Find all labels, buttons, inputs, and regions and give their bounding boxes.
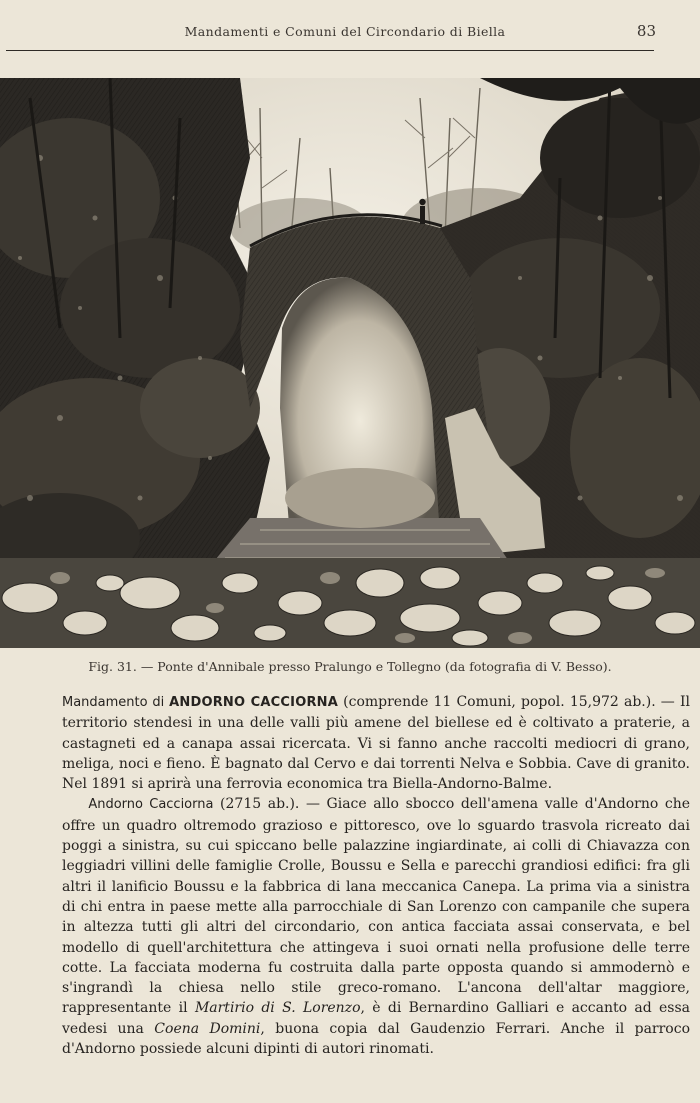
running-head [0, 0, 700, 56]
paragraph-body: , buona copia dal Gaudenzio Ferrari. Anche il parroco d'Andorno possiede alcuni dipinti di autori rinomati. [62, 1020, 691, 1058]
gravel-bank [285, 468, 435, 528]
running-title: Mandamenti e Comuni del Circondario di Biella [184, 24, 506, 39]
paragraph-lead: Mandamento di [62, 695, 170, 710]
italic-title: Martirio di S. Lorenzo [194, 1000, 361, 1017]
italic-title: Coena Domini [154, 1020, 261, 1037]
figure-caption: Fig. 31. — Ponte d'Annibale presso Pralungo e Tollegno (da fotografia di V. Besso). [88, 659, 612, 674]
left-foliage [0, 78, 270, 618]
page-number: 83 [636, 22, 656, 40]
paragraph-mandamento [62, 692, 690, 794]
engraving-figure [0, 78, 700, 648]
foreground-stones [0, 558, 700, 648]
body-text [62, 692, 690, 1059]
mandamento-name: ANDORNO CACCIORNA [169, 695, 338, 710]
header-rule [6, 50, 654, 51]
paragraph-body: (comprende 11 Comuni, popol. 15,972 ab.). — Il territorio stendesi in una delle valli più amene del biellese ed è coltivato a praterie, a castagneti ed a canapa assai ricercata. Vi si fanno anche raccolti mediocri di grano, meliga, noci e fieno. È bagnato dal Cervo e dai torrenti Nelva e Sobbia. Cave di granito. Nel 1891 si aprirà una ferrovia economica tra Biella-Andorno-Balme. [62, 694, 690, 793]
paragraph-andorno [62, 794, 690, 1059]
paragraph-body: , è di Bernardino Galliari e accanto ad essa vedesi una [62, 1000, 690, 1037]
comune-name: Andorno Cacciorna [88, 797, 214, 813]
ponte-annibale-engraving [0, 78, 700, 648]
paragraph-body: (2715 ab.). — Giace allo sbocco dell'amena valle d'Andorno che offre un quadro oltremodo grazioso e pittoresco, ove lo sguardo trasvola ricreato dai poggi a sinistra, su cui spiccano belle palazzine ingiardinate, ai colli di Chiavazza con leggiadri villini delle famiglie Crolle, Boussu e Sella e parecchi grandiosi edifici: fra gli altri il lanificio Boussu e la fabbrica di lana meccanica Canepa. La prima via a sinistra di chi entra in paese mette alla parrocchiale di San Lorenzo con campanile che supera in altezza tutti gli altri del circondario, con antica facciata assai conservata, e bel modello di quell'architettura che attingeva i suoi ornati nella profusione delle terre cotte. La facciata moderna fu costruita dalla parte opposta quando si ammodernò e s'ingrandì la chiesa nello stile greco-romano. L'ancona dell'altar maggiore, rappresentante il [62, 796, 690, 1017]
